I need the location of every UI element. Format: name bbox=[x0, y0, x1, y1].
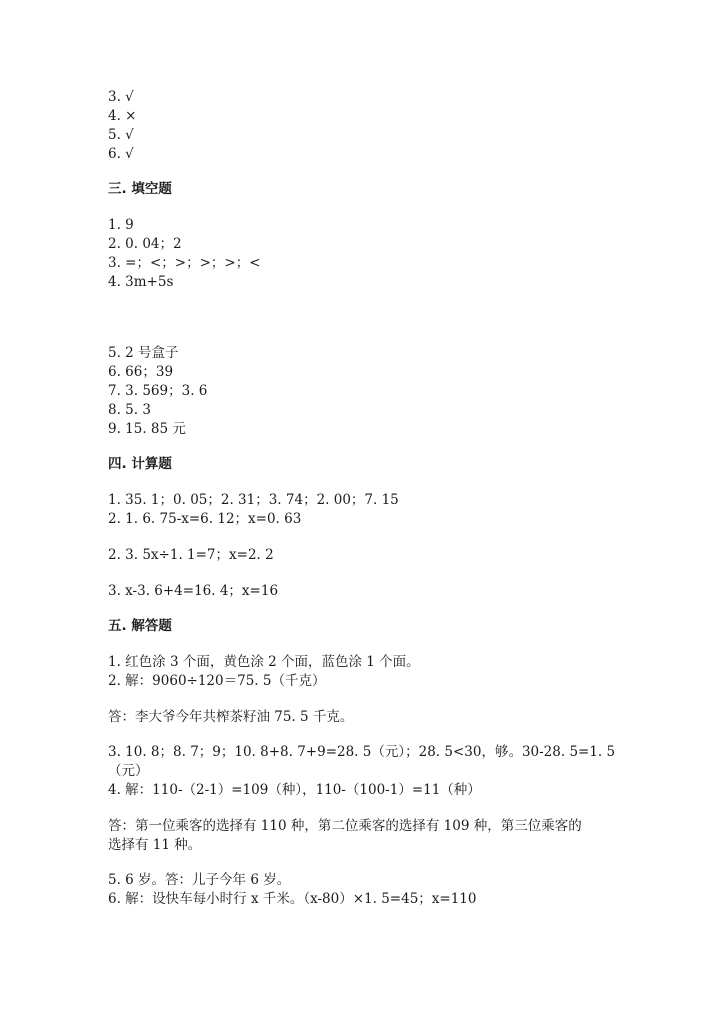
fill-answer-7: 7. 3. 569；3. 6 bbox=[108, 383, 208, 399]
problem-answer-2: 2. 解：9060÷120＝75. 5（千克） bbox=[108, 673, 326, 689]
section-heading-calculation: 四. 计算题 bbox=[108, 456, 172, 472]
section-heading-word-problems: 五. 解答题 bbox=[108, 618, 172, 634]
calc-answer-2-1: 2. 1. 6. 75-x=6. 12；x=0. 63 bbox=[108, 511, 302, 527]
fill-answer-2: 2. 0. 04；2 bbox=[108, 236, 182, 252]
section-heading-fill-blank: 三. 填空题 bbox=[108, 181, 172, 197]
problem-answer-6: 6. 解：设快车每小时行 x 千米。（x-80）×1. 5=45；x=110 bbox=[108, 891, 477, 907]
problem-answer-3-continued: （元） bbox=[108, 763, 149, 779]
calc-answer-3: 3. x-3. 6+4=16. 4；x=16 bbox=[108, 583, 279, 599]
judge-answer-3: 3. √ bbox=[108, 89, 134, 105]
fill-answer-5: 5. 2 号盒子 bbox=[108, 345, 179, 361]
problem-answer-2-conclusion: 答：李大爷今年共榨茶籽油 75. 5 千克。 bbox=[108, 709, 354, 725]
fill-answer-1: 1. 9 bbox=[108, 217, 134, 233]
fill-answer-6: 6. 66；39 bbox=[108, 364, 174, 380]
judge-answer-4: 4. × bbox=[108, 108, 137, 124]
problem-answer-1: 1. 红色涂 3 个面，黄色涂 2 个面，蓝色涂 1 个面。 bbox=[108, 654, 420, 670]
problem-answer-3: 3. 10. 8；8. 7；9；10. 8+8. 7+9=28. 5（元）；28. 5<30，够。30-28. 5=1. 5 bbox=[108, 744, 616, 760]
judge-answer-5: 5. √ bbox=[108, 127, 134, 143]
judge-answer-6: 6. √ bbox=[108, 146, 134, 162]
calc-answer-2-3: 2. 3. 5x÷1. 1=7；x=2. 2 bbox=[108, 547, 274, 563]
problem-answer-4: 4. 解：110-（2-1）=109（种），110-（100-1）=11（种） bbox=[108, 782, 481, 798]
fill-answer-3: 3. =；<；>；>；>；< bbox=[108, 255, 261, 271]
calc-answer-1: 1. 35. 1；0. 05；2. 31；3. 74；2. 00；7. 15 bbox=[108, 492, 399, 508]
fill-answer-9: 9. 15. 85 元 bbox=[108, 421, 186, 437]
fill-answer-4: 4. 3m+5s bbox=[108, 274, 174, 290]
problem-answer-4-conclusion-continued: 选择有 11 种。 bbox=[108, 837, 202, 853]
problem-answer-5: 5. 6 岁。答：儿子今年 6 岁。 bbox=[108, 872, 291, 888]
problem-answer-4-conclusion: 答：第一位乘客的选择有 110 种，第二位乘客的选择有 109 种，第三位乘客的 bbox=[108, 818, 582, 834]
fill-answer-8: 8. 5. 3 bbox=[108, 402, 151, 418]
